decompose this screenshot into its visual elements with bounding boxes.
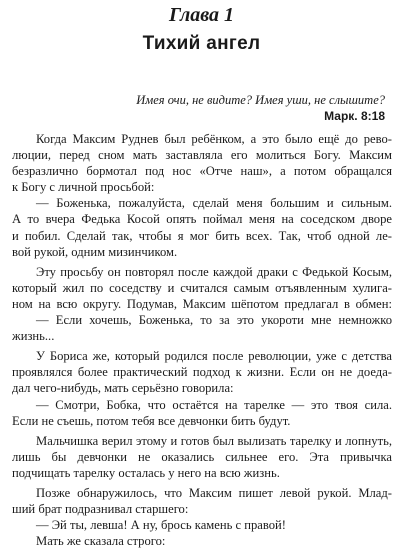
text-line: безразлично бормотал под нос «Отче наш», а потом обращался	[12, 164, 392, 179]
text-line: — Смотри, Бобка, что остаётся на тарелке — это твоя сила.	[36, 397, 392, 412]
text-line: Когда Максим Руднев был ребёнком, а это было ещё до рево-	[36, 132, 392, 146]
body-text	[12, 131, 392, 549]
text-line: — Боженька, пожалуйста, сделай меня большим и сильным.	[36, 196, 392, 211]
text-line: Мальчишка верил этому и готов был вылизать тарелку и лопнуть,	[36, 433, 392, 448]
text-line: лишь бы девчонки не оказались сильнее его. Эта привычка	[12, 449, 392, 464]
text-line: и побил. Сделай так, чтобы я мог бить всех. Так, чтоб одной ле-	[12, 228, 392, 243]
text-line: ном на всю округу. Подумав, Максим шёпотом предлагал в обмен:	[12, 296, 392, 311]
text-line: У Бориса же, который родился после революции, уже с детства	[36, 349, 392, 364]
text-line: который жил по соседству и считался самым отъявленным хулига-	[12, 280, 392, 295]
text-line: — Если хочешь, Боженька, то за это укороти мне немножко	[36, 313, 392, 328]
text-line: Эту просьбу он повторял после каждой драки с Федькой Косым,	[36, 264, 392, 279]
text-line: жизнь...	[12, 329, 55, 344]
text-line: дал чего-нибудь, мать серьёзно говорила:	[12, 381, 234, 396]
text-line: проявлялся более практический подход к жизни. Если он не доеда-	[12, 365, 392, 380]
text-line: подчищать тарелку осталась у него на всю жизнь.	[12, 465, 280, 480]
epigraph	[136, 92, 385, 124]
chapter-label: Глава 1	[168, 4, 235, 26]
text-line: Если не съешь, потом тебя все девчонки бить будут.	[12, 413, 291, 428]
text-line: Позже обнаружилось, что Максим пишет левой рукой. Млад-	[36, 485, 392, 500]
epigraph-quote: Имея очи, не видите? Имея уши, не слышите?	[136, 93, 385, 107]
text-line: ший брат подразнивал старшего:	[12, 502, 189, 517]
chapter-title: Тихий ангел	[142, 33, 261, 54]
text-line: А то вчера Федька Косой опять поймал меня на соседском дворе	[12, 212, 392, 227]
epigraph-source: Марк. 8:18	[324, 109, 385, 123]
text-line: вой рукой, одним мизинчиком.	[12, 244, 178, 259]
text-line: люции, перед сном мать заставляла его молиться Богу. Максим	[12, 148, 392, 163]
text-line: — Эй ты, левша! А ну, брось камень с правой!	[36, 518, 286, 533]
text-line: Мать же сказала строго:	[36, 534, 166, 549]
text-line: к Богу с личной просьбой:	[12, 180, 155, 195]
